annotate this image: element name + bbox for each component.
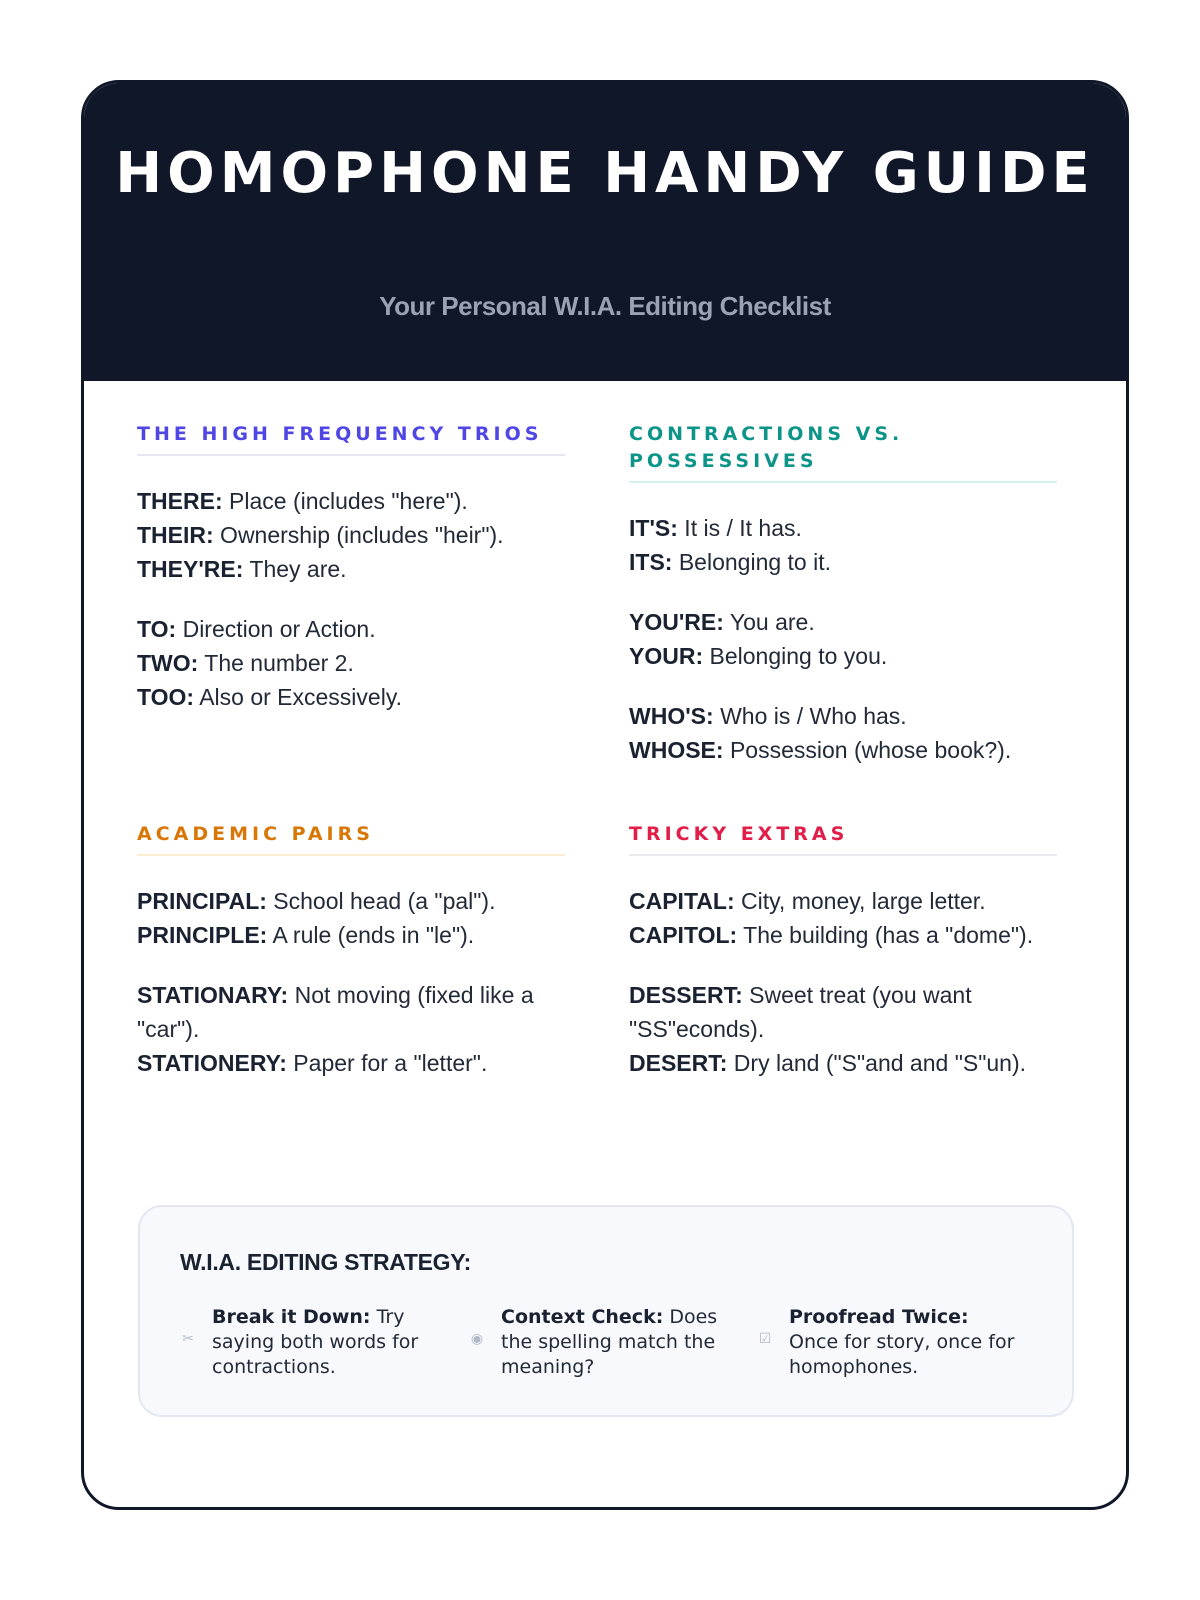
entry-youre: [629, 605, 1057, 639]
entry-definition: School head (a "pal").: [266, 888, 496, 914]
entry-group: [137, 484, 565, 586]
entry-stationary: [137, 978, 565, 1046]
entry-definition: They are.: [243, 556, 347, 582]
entry-term: CAPITAL:: [629, 888, 735, 914]
entry-two: [137, 646, 565, 680]
entry-term: WHO'S:: [629, 703, 714, 729]
entry-definition: Belonging to you.: [703, 643, 888, 669]
entry-to: [137, 612, 565, 646]
entry-definition: Possession (whose book?).: [723, 737, 1012, 763]
entry-capitol: [629, 918, 1057, 952]
tip-term: Context Check:: [501, 1306, 664, 1328]
entry-definition: Place (includes "here").: [222, 488, 468, 514]
tip-description: Once for story, once for homophones.: [789, 1331, 1015, 1378]
entry-definition: Also or Excessively.: [194, 684, 402, 710]
entry-group: [137, 612, 565, 714]
checkbox-icon: ☑: [758, 1331, 772, 1347]
entry-definition: The building (has a "dome").: [737, 922, 1034, 948]
entry-term: DESERT:: [629, 1050, 728, 1076]
tip-term: Proofread Twice:: [789, 1306, 969, 1328]
entry-term: PRINCIPLE:: [137, 922, 268, 948]
entry-definition: The number 2.: [198, 650, 354, 676]
entry-definition: Paper for a "letter".: [286, 1050, 488, 1076]
section-high-frequency-trios: [137, 421, 565, 714]
entry-group: [629, 511, 1057, 579]
scissors-icon: ✂: [182, 1331, 194, 1347]
section-heading: ACADEMIC PAIRS: [137, 821, 565, 856]
editing-strategy-box: [138, 1205, 1074, 1417]
entry-group: [137, 884, 565, 952]
entry-stationery: [137, 1046, 565, 1080]
entry-definition: Belonging to it.: [672, 549, 832, 575]
entry-desert: [629, 1046, 1057, 1080]
entry-term: THEIR:: [137, 522, 214, 548]
strategy-title: W.I.A. EDITING STRATEGY:: [180, 1249, 471, 1275]
entry-its-contraction: [629, 511, 1057, 545]
tip-text: [789, 1305, 1021, 1380]
entry-term: DESSERT:: [629, 982, 743, 1008]
entry-term: YOUR:: [629, 643, 704, 669]
entry-definition: City, money, large letter.: [734, 888, 986, 914]
tip-description: Try saying both words for contractions.: [212, 1306, 419, 1378]
entry-principle: [137, 918, 565, 952]
entry-term: WHOSE:: [629, 737, 724, 763]
section-heading: THE HIGH FREQUENCY TRIOS: [137, 421, 565, 456]
entry-too: [137, 680, 565, 714]
entry-term: STATIONARY:: [137, 982, 289, 1008]
page-title: HOMOPHONE HANDY GUIDE: [115, 141, 1095, 206]
entry-definition: A rule (ends in "le").: [267, 922, 475, 948]
tip-description: Does the spelling match the meaning?: [501, 1306, 718, 1378]
entry-its-possessive: [629, 545, 1057, 579]
entry-group: [629, 884, 1057, 952]
eye-icon: ◉: [470, 1331, 484, 1347]
entry-definition: You are.: [723, 609, 815, 635]
entry-whose: [629, 733, 1057, 767]
entry-principal: [137, 884, 565, 918]
entry-definition: Dry land ("S"and and "S"un).: [727, 1050, 1026, 1076]
entry-definition: Direction or Action.: [176, 616, 376, 642]
entry-there: [137, 484, 565, 518]
entry-whos: [629, 699, 1057, 733]
entry-term: IT'S:: [629, 515, 678, 541]
guide-card: [81, 80, 1129, 1510]
section-heading: CONTRACTIONS VS. POSSESSIVES: [629, 421, 1057, 483]
header-banner: [84, 83, 1126, 381]
page-subtitle: Your Personal W.I.A. Editing Checklist: [379, 291, 831, 321]
entry-term: TOO:: [137, 684, 195, 710]
entry-term: PRINCIPAL:: [137, 888, 267, 914]
entry-group: [629, 605, 1057, 673]
entry-definition: Ownership (includes "heir").: [213, 522, 504, 548]
entry-capital: [629, 884, 1057, 918]
tip-text: [212, 1305, 444, 1380]
entry-term: YOU'RE:: [629, 609, 724, 635]
entry-theyre: [137, 552, 565, 586]
entry-your: [629, 639, 1057, 673]
entry-group: [137, 978, 565, 1080]
entry-definition: Who is / Who has.: [713, 703, 907, 729]
entry-term: THERE:: [137, 488, 223, 514]
entry-dessert: [629, 978, 1057, 1046]
entry-definition: Not moving (fixed like a "car").: [137, 982, 534, 1042]
tip-term: Break it Down:: [212, 1306, 371, 1328]
entry-term: CAPITOL:: [629, 922, 738, 948]
entry-term: ITS:: [629, 549, 673, 575]
section-academic-pairs: [137, 821, 565, 1080]
section-tricky-extras: [629, 821, 1057, 1080]
entry-term: TO:: [137, 616, 177, 642]
entry-term: THEY'RE:: [137, 556, 244, 582]
tip-text: [501, 1305, 733, 1380]
entry-group: [629, 699, 1057, 767]
entry-term: STATIONERY:: [137, 1050, 287, 1076]
entry-term: TWO:: [137, 650, 199, 676]
entry-their: [137, 518, 565, 552]
section-contractions-possessives: [629, 421, 1057, 767]
entry-definition: Sweet treat (you want "SS"econds).: [629, 982, 972, 1042]
entry-definition: It is / It has.: [677, 515, 802, 541]
section-heading: TRICKY EXTRAS: [629, 821, 1057, 856]
entry-group: [629, 978, 1057, 1080]
